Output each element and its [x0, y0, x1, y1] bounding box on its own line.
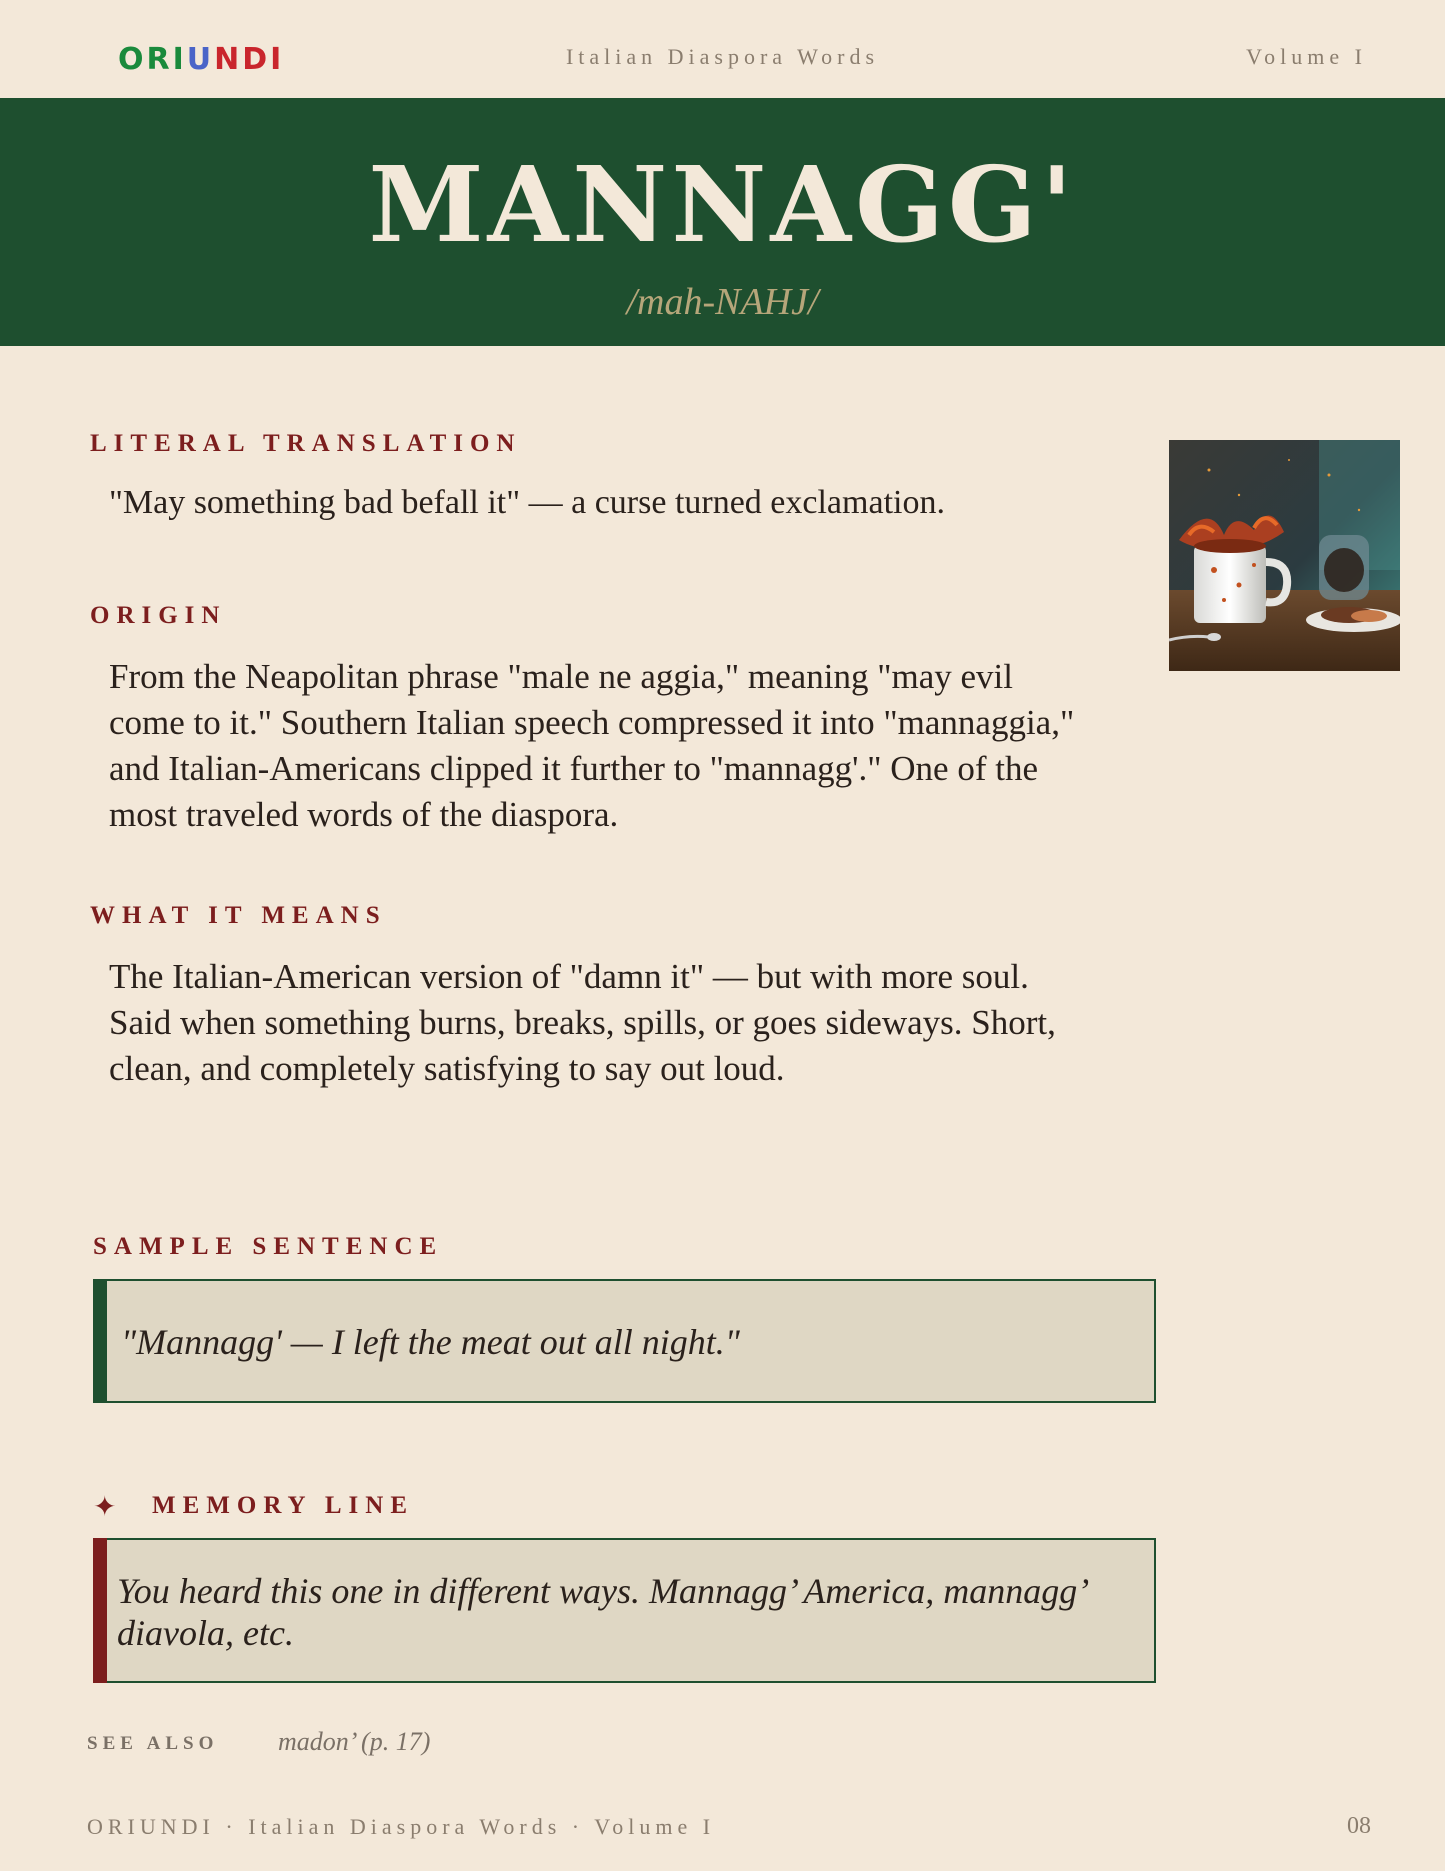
origin-line: From the Neapolitan phrase "male ne aggia," meaning "may evil — [109, 657, 1013, 696]
memory-accent-bar — [93, 1538, 107, 1683]
brand-part-1: ORI — [118, 42, 187, 77]
spilled-coffee-image — [1169, 440, 1400, 671]
sample-sentence-text: "Mannagg' — I left the meat out all night." — [121, 1322, 740, 1362]
origin-text — [109, 654, 1074, 838]
see-also-link[interactable]: madon’ (p. 17) — [278, 1727, 431, 1756]
meaning-text — [109, 954, 1056, 1092]
origin-heading: ORIGIN — [90, 602, 227, 629]
sample-accent-bar — [93, 1279, 107, 1403]
meaning-line: Said when something burns, breaks, spills, or goes sideways. Short, — [109, 1003, 1056, 1042]
origin-line: and Italian-Americans clipped it further to "mannagg'." One of the — [109, 749, 1039, 788]
memory-line: You heard this one in different ways. Mannagg’ America, mannagg’ — [117, 1571, 1090, 1611]
volume-label: Volume I — [1246, 44, 1367, 69]
sample-sentence-heading: SAMPLE SENTENCE — [93, 1233, 444, 1260]
sample-sentence-box — [93, 1279, 1156, 1403]
see-also-label: SEE ALSO — [87, 1733, 219, 1754]
footer-series: ORIUNDI · Italian Diaspora Words · Volume I — [87, 1814, 716, 1839]
headword: MANNAGG' — [368, 143, 1077, 266]
literal-translation-heading: LITERAL TRANSLATION — [90, 430, 522, 457]
origin-line: most traveled words of the diaspora. — [109, 795, 619, 834]
star-icon: ✦ — [93, 1490, 117, 1523]
origin-line: come to it." Southern Italian speech compressed it into "mannaggia," — [109, 703, 1075, 742]
top-bar — [0, 0, 1445, 98]
meaning-line: The Italian-American version of "damn it" — but with more soul. — [109, 957, 1029, 996]
memory-line-text — [117, 1570, 1089, 1654]
brand-part-2: U — [186, 42, 215, 77]
series-title: Italian Diaspora Words — [565, 44, 880, 69]
memory-line-box — [93, 1538, 1156, 1683]
page-number: 08 — [1347, 1813, 1371, 1839]
memory-line-heading: MEMORY LINE — [152, 1492, 414, 1519]
brand-part-3: NDI — [214, 42, 285, 77]
memory-line: diavola, etc. — [117, 1613, 294, 1653]
meaning-line: clean, and completely satisfying to say out loud. — [109, 1049, 785, 1088]
meaning-heading: WHAT IT MEANS — [90, 902, 387, 929]
pronunciation: /mah-NAHJ/ — [626, 281, 819, 323]
spilled-coffee-photo — [1169, 440, 1400, 671]
literal-translation-text: "May something bad befall it" — a curse turned exclamation. — [109, 484, 945, 521]
